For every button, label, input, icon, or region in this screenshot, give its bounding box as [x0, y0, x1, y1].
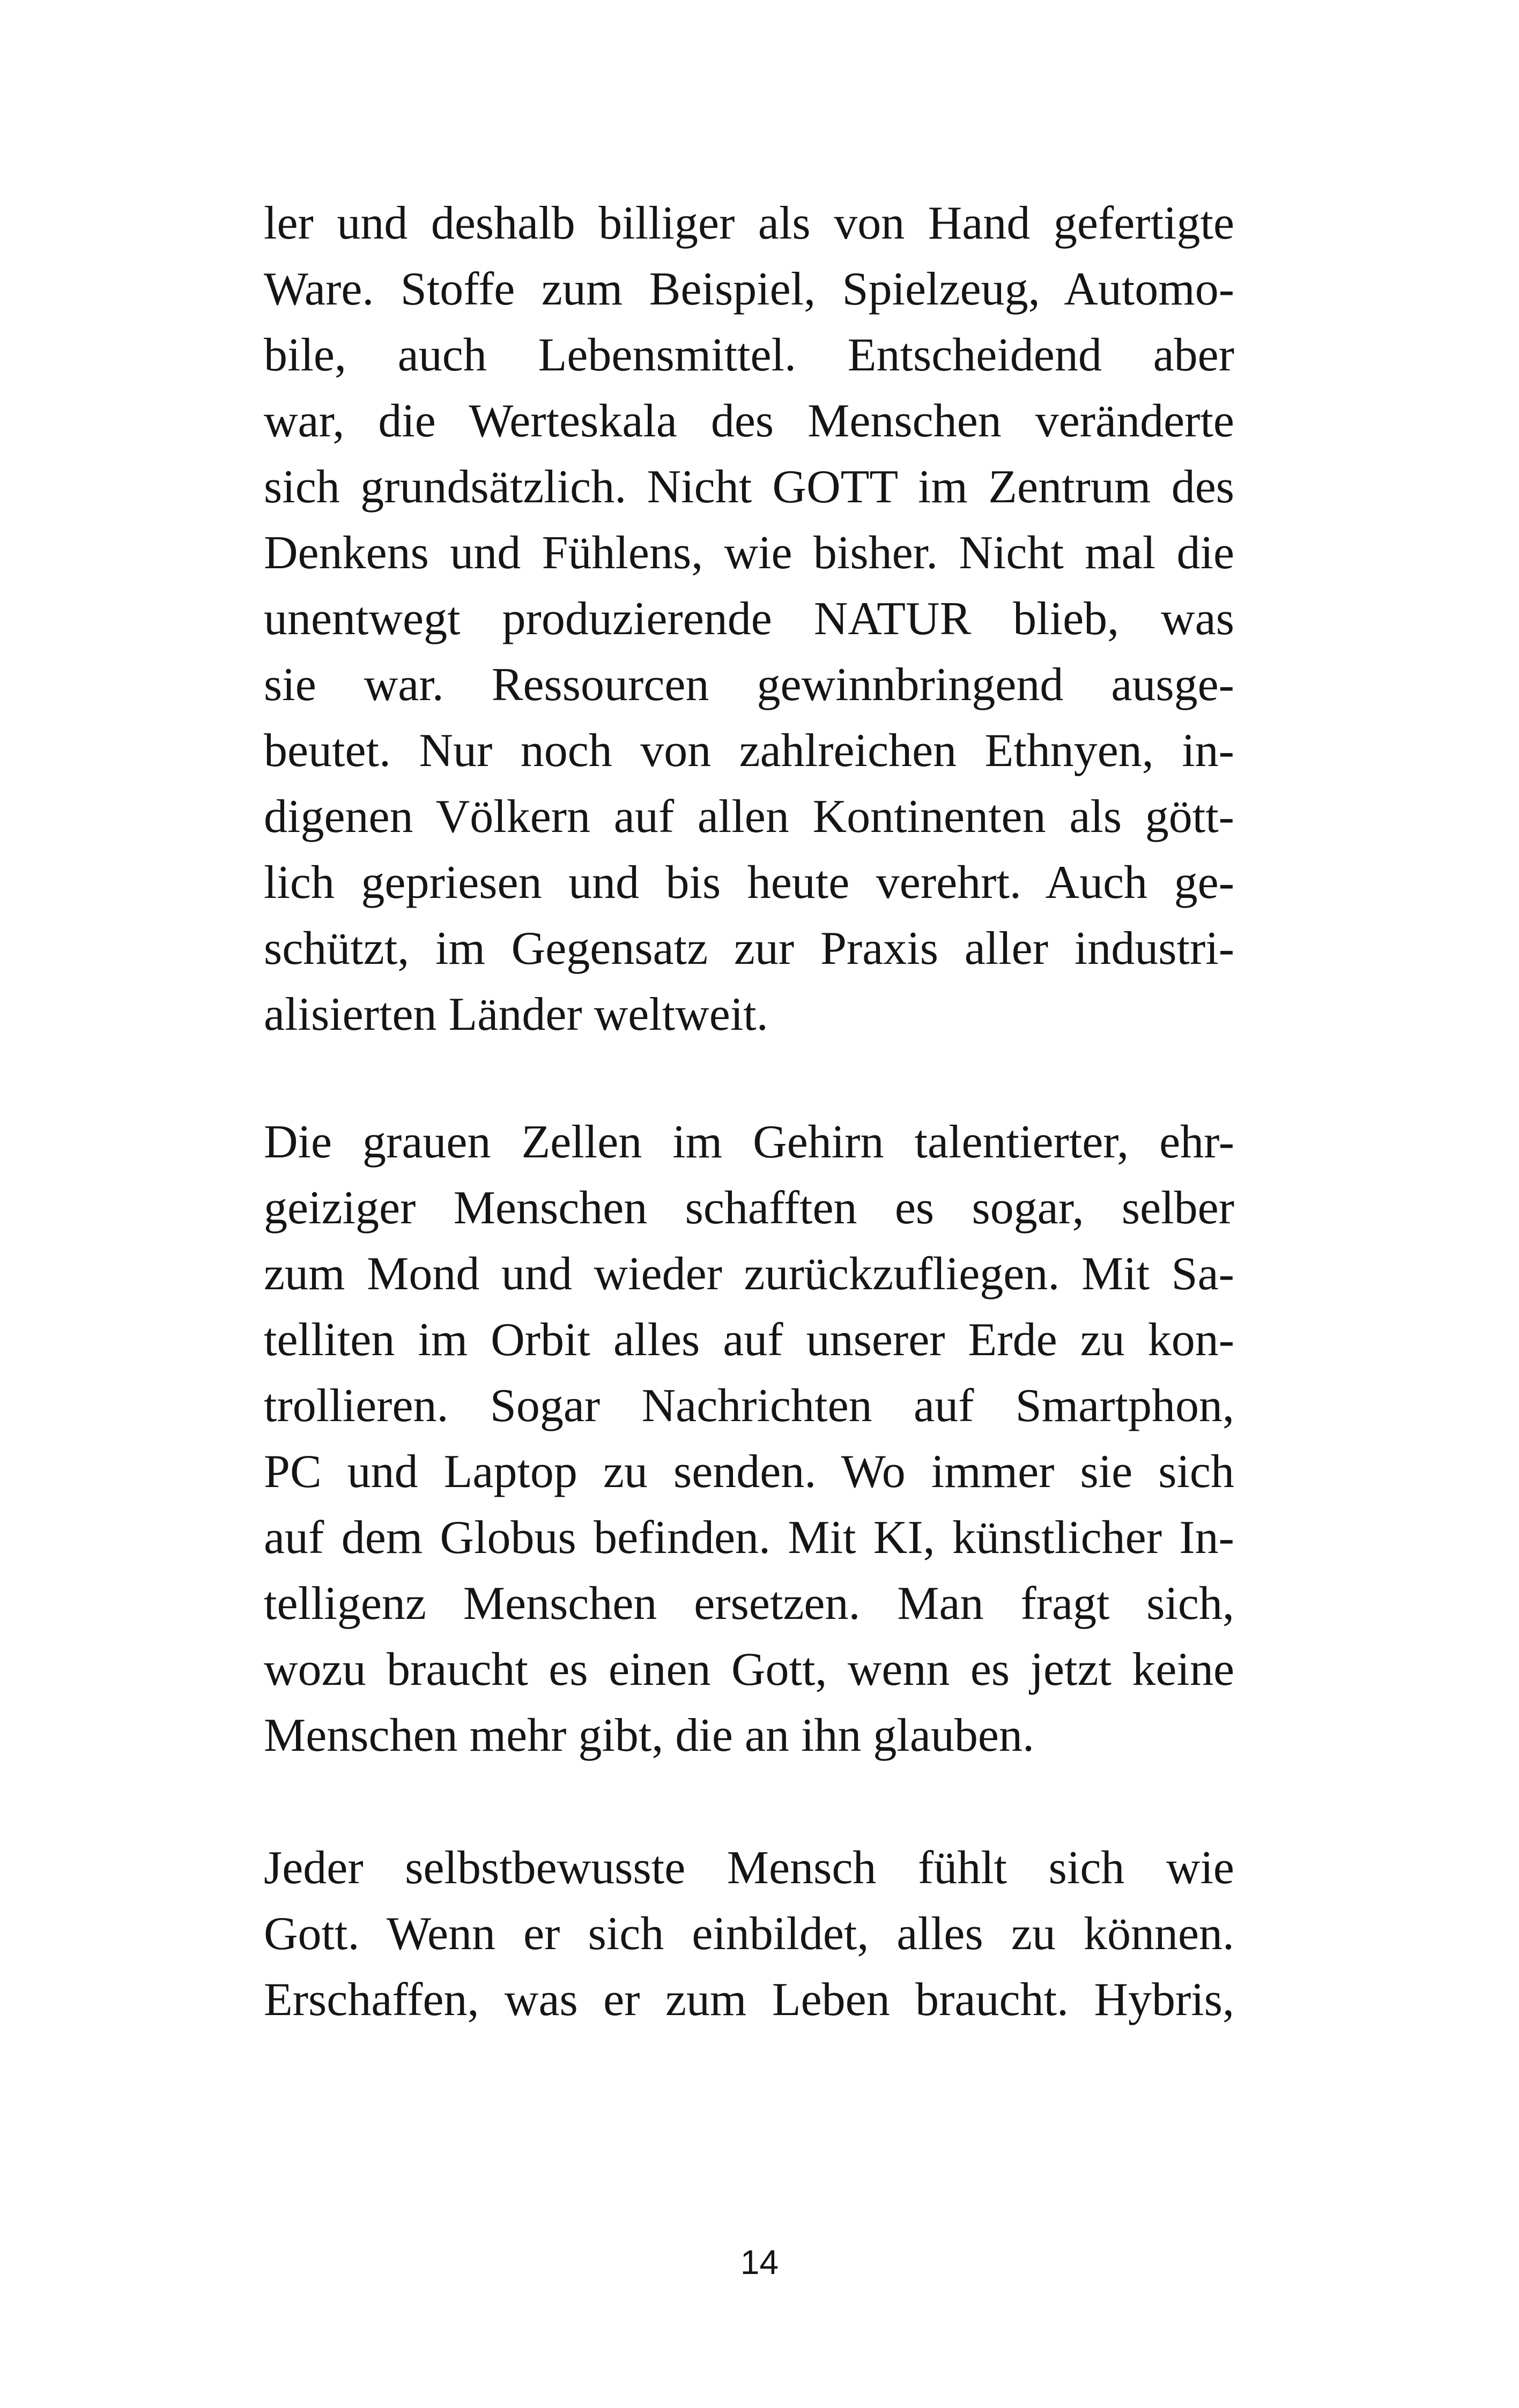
- text-line: war, die Werteskala des Menschen veränderte: [264, 395, 1234, 447]
- text-line: wozu braucht es einen Gott, wenn es jetzt keine: [264, 1644, 1234, 1696]
- text-line: Ware. Stoffe zum Beispiel, Spielzeug, Automo-: [264, 263, 1234, 315]
- paragraph-2: [264, 1109, 1234, 1768]
- text-line: digenen Völkern auf allen Kontinenten als gött-: [264, 791, 1234, 843]
- text-line: telligenz Menschen ersetzen. Man fragt sich,: [264, 1578, 1234, 1630]
- text-line: Menschen mehr gibt, die an ihn glauben.: [264, 1710, 1034, 1762]
- text-line: Erschaffen, was er zum Leben braucht. Hybris,: [264, 1974, 1234, 2026]
- page-number: 14: [740, 2243, 779, 2281]
- text-line: Denkens und Fühlens, wie bisher. Nicht mal die: [264, 527, 1234, 579]
- text-line: geiziger Menschen schafften es sogar, selber: [264, 1182, 1234, 1234]
- text-line: Jeder selbstbewusste Mensch fühlt sich wie: [264, 1842, 1234, 1894]
- text-line: telliten im Orbit alles auf unserer Erde zu kon-: [264, 1314, 1234, 1366]
- text-line: schützt, im Gegensatz zur Praxis aller industri-: [264, 923, 1234, 975]
- paragraph-3: [264, 1835, 1234, 2033]
- text-line: alisierten Länder weltweit.: [264, 989, 768, 1041]
- text-line: Gott. Wenn er sich einbildet, alles zu können.: [264, 1908, 1234, 1960]
- text-line: unentwegt produzierende NATUR blieb, was: [264, 593, 1234, 645]
- text-line: trollieren. Sogar Nachrichten auf Smartphon,: [264, 1380, 1234, 1432]
- text-line: lich gepriesen und bis heute verehrt. Auch ge-: [264, 857, 1234, 909]
- text-line: beutet. Nur noch von zahlreichen Ethnyen, in-: [264, 725, 1234, 777]
- text-line: Die grauen Zellen im Gehirn talentierter, ehr-: [264, 1116, 1234, 1168]
- text-line: ler und deshalb billiger als von Hand gefertigte: [264, 197, 1234, 249]
- text-line: bile, auch Lebensmittel. Entscheidend aber: [264, 329, 1234, 381]
- text-line: PC und Laptop zu senden. Wo immer sie sich: [264, 1446, 1234, 1498]
- text-line: zum Mond und wieder zurückzufliegen. Mit Sa-: [264, 1248, 1234, 1300]
- text-line: sich grundsätzlich. Nicht GOTT im Zentrum des: [264, 461, 1234, 513]
- text-line: auf dem Globus befinden. Mit KI, künstlicher In-: [264, 1512, 1234, 1564]
- paragraph-1: [264, 190, 1234, 1047]
- text-line: sie war. Ressourcen gewinnbringend ausge-: [264, 659, 1234, 711]
